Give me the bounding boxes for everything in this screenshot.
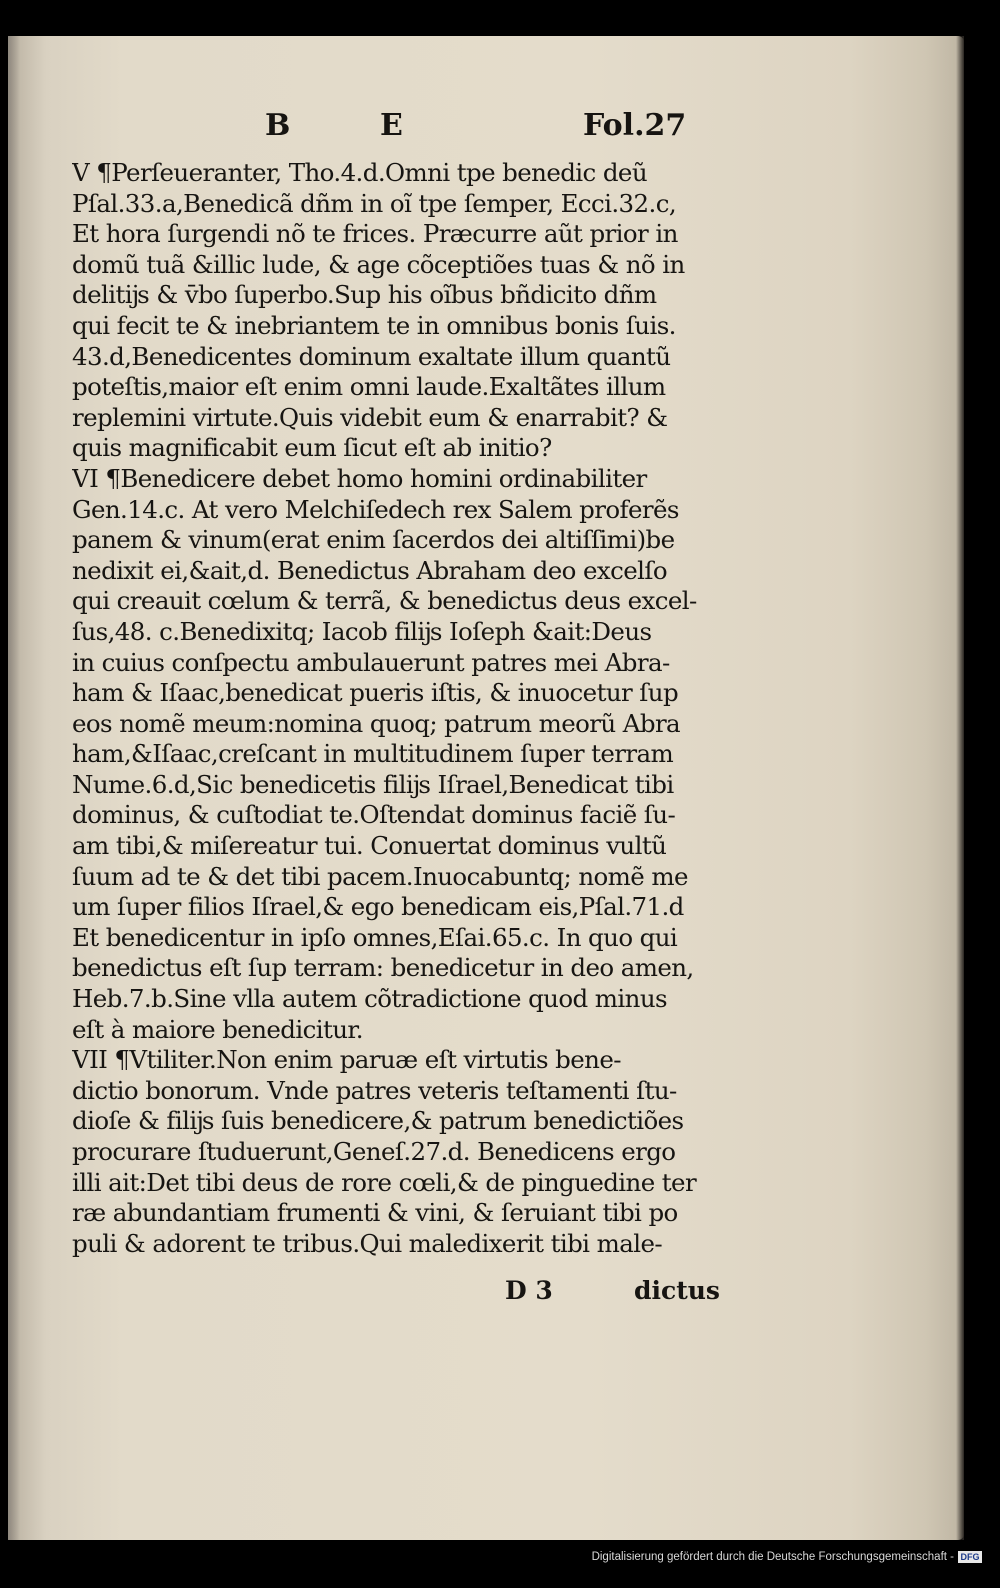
text-line: am tibi,& miſereatur tui. Conuertat dominus vultũ [72,831,667,861]
header-left-letter: B [265,108,291,143]
text-line: puli & adorent te tribus.Qui maledixerit tibi male- [72,1228,663,1258]
signature-mark: D 3 [505,1276,553,1305]
text-line: ſuum ad te & det tibi pacem.Inuocabuntq; nomẽ me [72,861,688,891]
text-line: dioſe & filĳs ſuis benedicere,& patrum benedictiões [72,1106,684,1136]
text-line: nedixit ei,&ait,d. Benedictus Abraham deo excelſo [72,555,667,585]
text-line: replemini virtute.Quis videbit eum & enarrabit? & [72,402,668,432]
text-line: domũ tuã &illic lude, & age cõceptiões tuas & nõ in [72,249,685,279]
text-line: panem & vinum(erat enim ſacerdos dei altiſſimi)be [72,525,675,555]
text-line: dictio bonorum. Vnde patres veteris teſtamenti ſtu- [72,1075,677,1105]
body-text [72,158,732,1259]
text-line: eſt à maiore benedicitur. [72,1014,363,1044]
text-line: illi ait:Det tibi deus de rore cœli,& de pinguedine ter [72,1167,697,1197]
folio-number: Fol.27 [583,108,687,143]
text-line: VI ¶Benedicere debet homo homini ordinabiliter [72,463,647,493]
text-line: 43.d,Benedicentes dominum exaltate illum quantũ [72,341,671,371]
running-header [0,108,1000,148]
gutter-shadow [8,36,20,1540]
header-middle-letter: E [380,108,403,143]
page-footline [0,1276,1000,1310]
catchword: dictus [634,1276,720,1305]
text-line: ham,&Iſaac,creſcant in multitudinem ſuper terram [72,739,674,769]
text-line: ham & Iſaac,benedicat pueris iſtis, & inuocetur ſup [72,678,679,708]
text-line: delitĳs & v̄bo ſuperbo.Sup his oĩbus bñdicito dñm [72,280,657,310]
text-line: um ſuper filios Iſrael,& ego benedicam eis,Pſal.71.d [72,892,684,922]
text-line: Nume.6.d,Sic benedicetis filĳs Iſrael,Benedicat tibi [72,769,674,799]
text-line: poteſtis,maior eſt enim omni laude.Exaltãtes illum [72,372,666,402]
text-line: in cuius conſpectu ambulauerunt patres mei Abra- [72,647,670,677]
footer-credit: Digitalisierung gefördert durch die Deutsche Forschungsgemeinschaft - [591,1551,954,1563]
text-line: ſus,48. c.Benedixitq; Iacob filĳs Ioſeph &ait:Deus [72,616,652,646]
text-line: VII ¶Vtiliter.Non enim paruæ eſt virtutis bene- [72,1045,621,1075]
page-edge [956,36,964,1540]
text-line: Heb.7.b.Sine vlla autem cõtradictione quod minus [72,984,667,1014]
text-line: qui creauit cœlum & terrã, & benedictus deus excel- [72,586,697,616]
dfg-logo: DFG [958,1551,982,1563]
text-line: V ¶Perſeueranter, Tho.4.d.Omni tpe benedic deũ [72,158,648,187]
text-line: procurare ſtuduerunt,Geneſ.27.d. Benedicens ergo [72,1137,676,1166]
text-line: eos nomẽ meum:nomina quoq; patrum meorũ Abra [72,708,681,738]
text-line: quis magnificabit eum ſicut eſt ab initio? [72,433,552,463]
text-line: benedictus eſt ſup terram: benedicetur in deo amen, [72,953,694,983]
text-line: Gen.14.c. At vero Melchiſedech rex Salem proferẽs [72,494,679,524]
text-line: dominus, & cuſtodiat te.Oſtendat dominus faciẽ ſu- [72,800,676,830]
text-line: Pſal.33.a,Benedicã dñm in oĩ tpe ſemper, Ecci.32.c, [72,188,677,218]
text-line: Et hora ſurgendi nõ te frices. Præcurre aũt prior in [72,219,678,249]
text-line: ræ abundantiam frumenti & vini, & ſeruiant tibi po [72,1198,678,1228]
text-line: Et benedicentur in ipſo omnes,Eſai.65.c. In quo qui [72,922,678,952]
text-line: qui fecit te & inebriantem te in omnibus bonis ſuis. [72,310,676,340]
